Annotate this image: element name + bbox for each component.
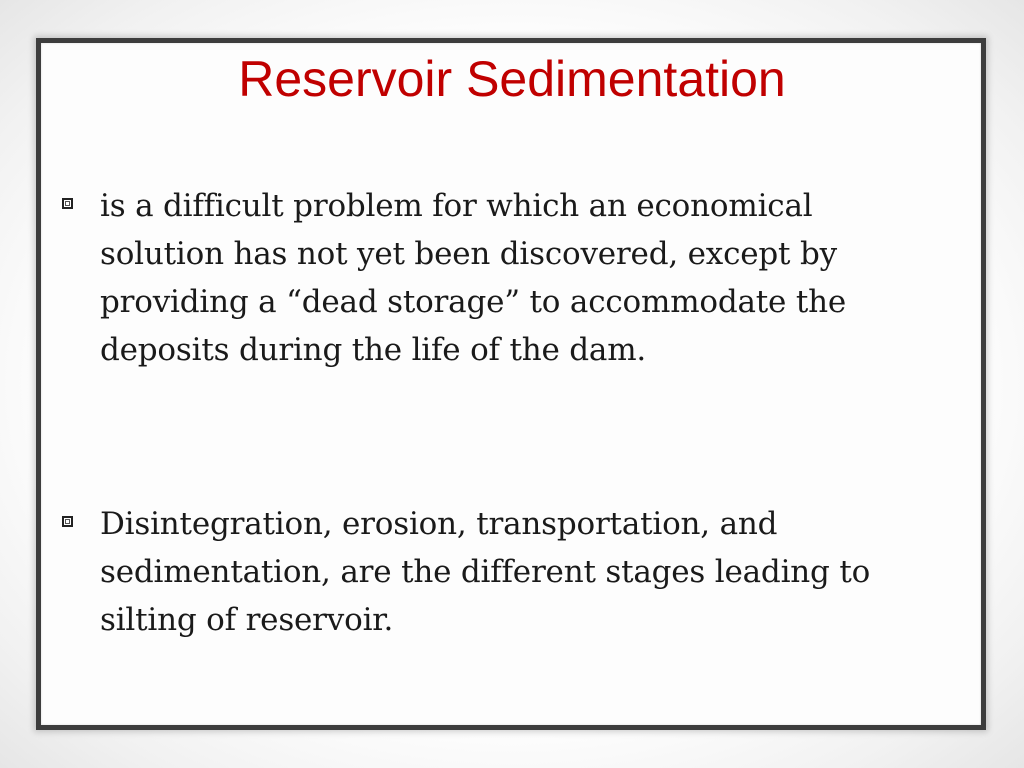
square-bullet-icon	[62, 516, 73, 527]
bullet-item	[62, 500, 932, 644]
bullet-text: Disintegration, erosion, transportation, and sedimentation, are the different stages leading to silting of reservoir.	[100, 506, 871, 638]
bullet-item	[62, 182, 932, 374]
slide-title: Reservoir Sedimentation	[238, 51, 786, 107]
bullet-text: is a difficult problem for which an economical solution has not yet been discovered, except by providing a “dead storage” to accommodate the deposits during the life of the dam.	[100, 188, 847, 368]
square-bullet-icon	[62, 198, 73, 209]
